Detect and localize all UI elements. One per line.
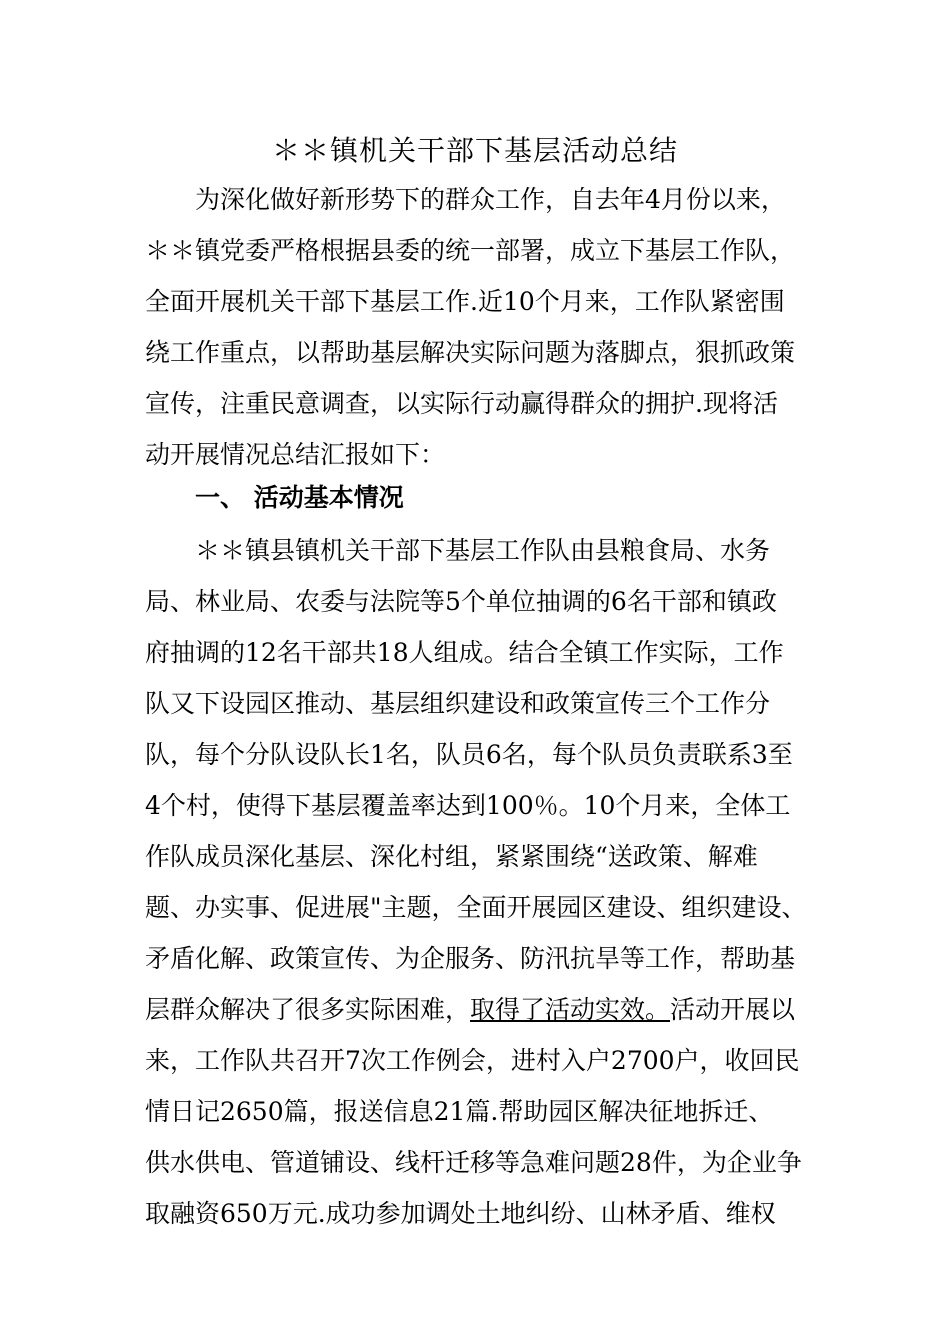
- underlined-phrase: 取得了活动实效。: [470, 995, 671, 1024]
- section1-line-14: 取融资650万元.成功参加调处土地纠纷、山林矛盾、维权: [145, 1199, 776, 1228]
- section1-line-10: [145, 986, 795, 1034]
- section1-line-2: 局、林业局、农委与法院等5个单位抽调的6名干部和镇政: [145, 587, 777, 616]
- section1-line-13: 供水供电、管道铺设、线杆迁移等急难问题28件，为企业争: [145, 1148, 802, 1177]
- intro-line-2: ＊＊镇党委严格根据县委的统一部署，成立下基层工作队，: [145, 236, 796, 265]
- section1-line-7: 作队成员深化基层、深化村组，紧紧围绕“送政策、解难: [145, 842, 758, 871]
- intro-line-4: 绕工作重点，以帮助基层解决实际问题为落脚点，狠抓政策: [145, 338, 796, 367]
- intro-line-6: 动开展情况总结汇报如下：: [145, 440, 446, 469]
- section1-line-4: 队又下设园区推动、基层组织建设和政策宣传三个工作分: [145, 689, 771, 718]
- section1-line-3: 府抽调的12名干部共18人组成。结合全镇工作实际，工作: [145, 638, 784, 667]
- section1-line-10-start: 层群众解决了很多实际困难，: [145, 995, 471, 1024]
- section1-line-5: 队，每个分队设队长1名，队员6名，每个队员负责联系3至: [145, 740, 793, 769]
- intro-line-5: 宣传，注重民意调查，以实际行动赢得群众的拥护.现将活: [145, 389, 778, 418]
- section-heading-1: 一、 活动基本情况: [195, 483, 404, 512]
- section1-line-1: ＊＊镇县镇机关干部下基层工作队由县粮食局、水务: [195, 536, 771, 565]
- section1-line-9: 矛盾化解、政策宣传、为企服务、防汛抗旱等工作，帮助基: [145, 944, 796, 973]
- intro-line-1: 为深化做好新形势下的群众工作，自去年4月份以来，: [195, 185, 786, 214]
- section1-line-8: 题、办实事、促进展"主题，全面开展园区建设、组织建设、: [145, 893, 807, 922]
- section1-line-6: 4个村，使得下基层覆盖率达到100％。10个月来，全体工: [145, 791, 791, 820]
- section1-line-11: 来，工作队共召开7次工作例会，进村入户2700户，收回民: [145, 1046, 800, 1075]
- document-title: ＊＊镇机关干部下基层活动总结: [271, 134, 678, 167]
- section1-line-12: 情日记2650篇，报送信息21篇.帮助园区解决征地拆迁、: [145, 1097, 774, 1126]
- section1-line-10-end: 活动开展以: [670, 995, 796, 1024]
- intro-line-3: 全面开展机关干部下基层工作.近10个月来，工作队紧密围: [145, 287, 785, 316]
